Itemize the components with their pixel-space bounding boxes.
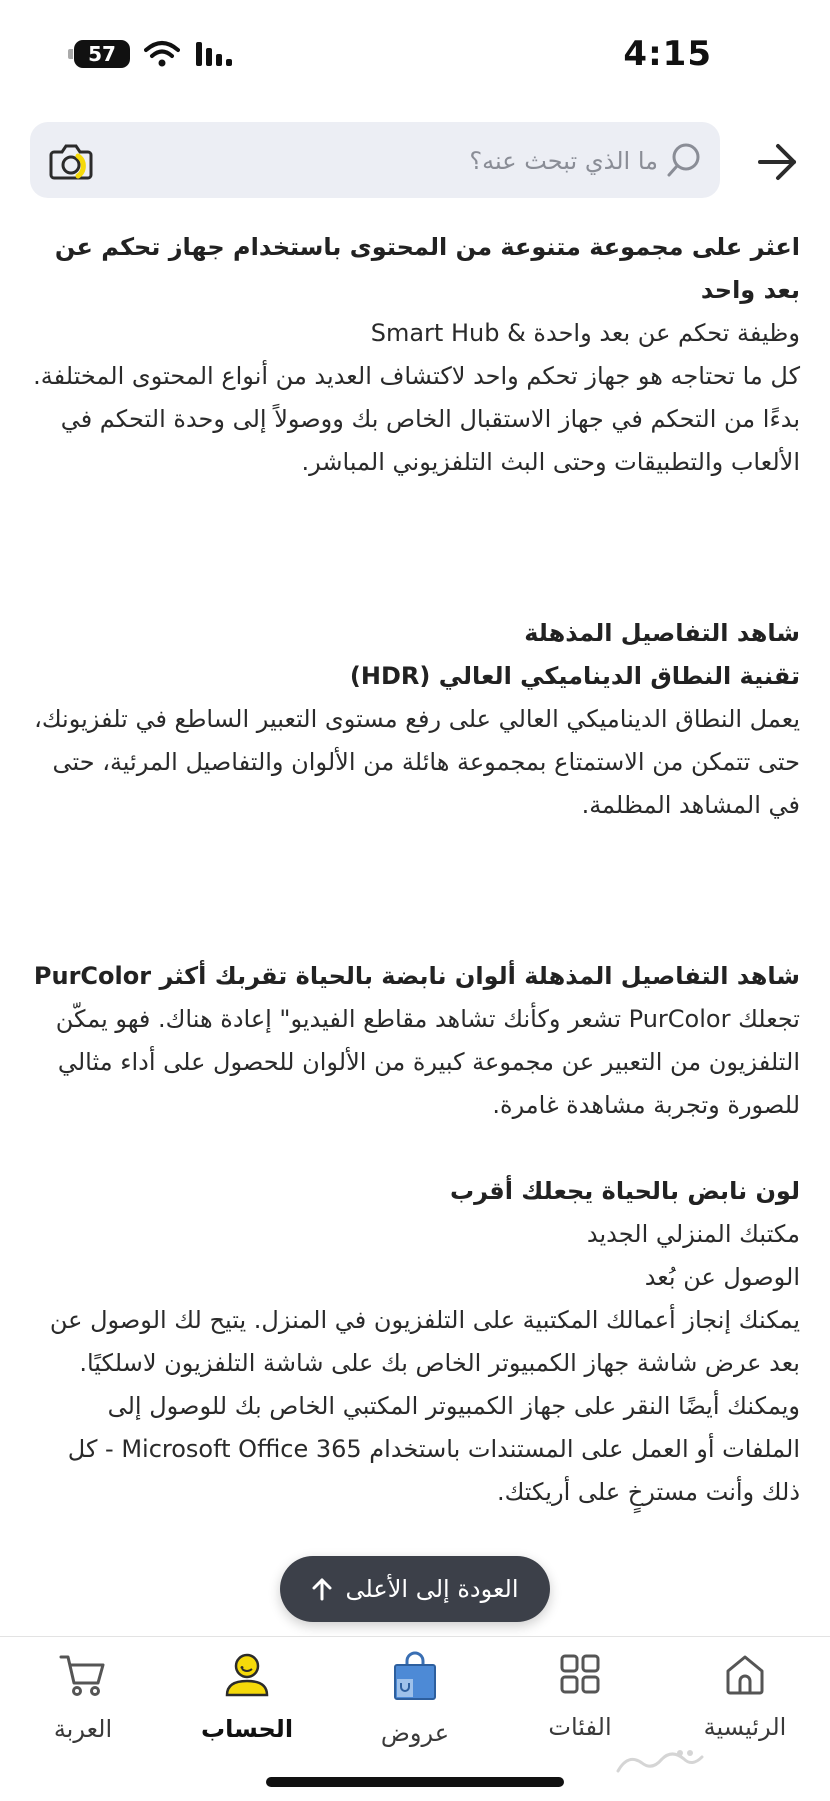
nav-item-offers[interactable] <box>340 1651 490 1747</box>
arrow-up-icon <box>311 1577 333 1601</box>
nav-item-home[interactable] <box>670 1651 820 1741</box>
section4-line2: الوصول عن بُعد <box>644 1263 800 1291</box>
battery-level: 57 <box>88 42 116 66</box>
section3-body: تجعلك PurColor تشعر وكأنك تشاهد مقاطع الفيديو" إعادة هناك. فهو يمكّن التلفزيون من التعبير عن مجموعة كبيرة من الألوان للحصول على أداء مثالي للصورة وتجربة مشاهدة غامرة. <box>55 1005 800 1119</box>
search-icon <box>664 140 704 180</box>
shopping-bag-icon <box>389 1651 441 1703</box>
watermark-logo-icon <box>610 1743 710 1783</box>
nav-label-categories: الفئات <box>548 1713 612 1741</box>
camera-search-icon[interactable] <box>48 138 94 182</box>
battery-indicator <box>74 40 130 68</box>
grid-icon <box>557 1651 603 1697</box>
back-arrow-icon[interactable] <box>754 140 800 184</box>
home-indicator[interactable] <box>266 1777 564 1787</box>
section4-body: يمكنك إنجاز أعمالك المكتبية على التلفزيون في المنزل. يتيح لك الوصول عن بعد عرض شاشة جهاز الكمبيوتر الخاص بك على شاشة التلفزيون لاسلكيًا. ويمكنك أيضًا النقر على جهاز الكمبيوتر المكتبي الخاص بك للوصول إلى الملفات أو العمل على المستندات باستخدام Microsoft Office 365 - كل ذلك وأنت مسترخٍ على أريكتك. <box>49 1306 800 1506</box>
wifi-icon <box>144 40 180 68</box>
spacer <box>30 1127 800 1170</box>
nav-item-account[interactable] <box>172 1651 322 1743</box>
section4-heading: لون نابض بالحياة يجعلك أقرب <box>449 1177 800 1205</box>
nav-label-account: الحساب <box>200 1715 294 1743</box>
nav-label-cart: العربة <box>53 1715 113 1743</box>
section1-body: كل ما تحتاجه هو جهاز تحكم واحد لاكتشاف العديد من أنواع المحتوى المختلفة. بدءًا من التحكم في جهاز الاستقبال الخاص بك ووصولاً إلى وحدة التحكم في الألعاب والتطبيقات وحتى البث التلفزيوني المباشر. <box>33 362 800 476</box>
bottom-navigation <box>0 1636 830 1801</box>
cart-icon <box>58 1651 108 1699</box>
spacer <box>30 827 800 955</box>
user-icon <box>223 1651 271 1699</box>
back-to-top-label: العودة إلى الأعلى <box>345 1575 519 1603</box>
search-row <box>30 122 800 200</box>
section3-heading: شاهد التفاصيل المذهلة ألوان نابضة بالحياة تقربك أكثر PurColor <box>33 962 800 990</box>
search-input[interactable] <box>136 140 660 182</box>
nav-label-offers: عروض <box>380 1719 450 1747</box>
product-description <box>30 226 800 1514</box>
back-to-top-button[interactable] <box>280 1556 550 1622</box>
clock: 4:15 <box>623 34 712 74</box>
section1-heading: اعثر على مجموعة متنوعة من المحتوى باستخدام جهاز تحكم عن بعد واحد <box>54 233 800 304</box>
section4-line1: مكتبك المنزلي الجديد <box>586 1220 800 1248</box>
section2-body: يعمل النطاق الديناميكي العالي على رفع مستوى التعبير الساطع في تلفزيونك، حتى تتمكن من الاستمتاع بمجموعة هائلة من الألوان والتفاصيل المرئية، حتى في المشاهد المظلمة. <box>34 705 800 819</box>
nav-label-home: الرئيسية <box>703 1713 787 1741</box>
nav-item-cart[interactable] <box>8 1651 158 1743</box>
spacer <box>30 484 800 612</box>
section2-heading: شاهد التفاصيل المذهلة <box>524 619 800 647</box>
search-box[interactable] <box>30 122 720 198</box>
nav-item-categories[interactable] <box>505 1651 655 1741</box>
signal-icon <box>194 40 236 68</box>
status-bar <box>0 0 830 110</box>
section1-subtitle: وظيفة تحكم عن بعد واحدة & Smart Hub <box>370 319 800 347</box>
home-icon <box>722 1651 768 1697</box>
status-icons <box>74 40 236 68</box>
section2-subheading: تقنية النطاق الديناميكي العالي (HDR) <box>349 662 800 690</box>
